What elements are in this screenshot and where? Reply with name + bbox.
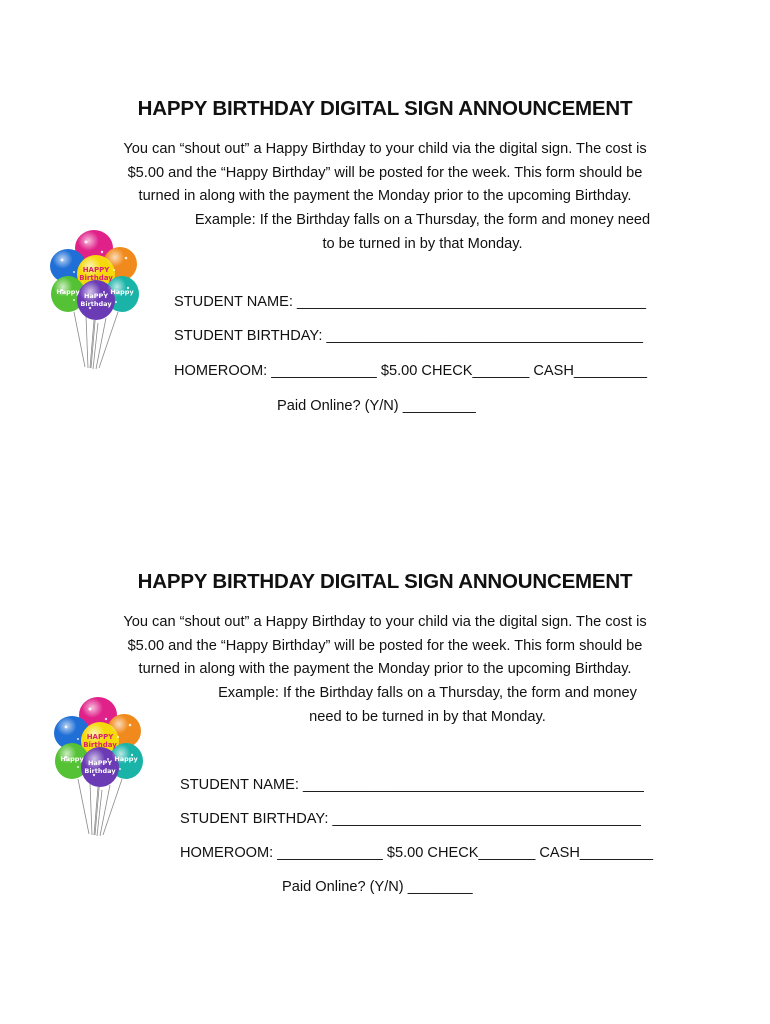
svg-text:Happy: Happy: [56, 288, 80, 296]
form-title: HAPPY BIRTHDAY DIGITAL SIGN ANNOUNCEMENT: [137, 97, 633, 120]
svg-text:Birthday: Birthday: [79, 274, 113, 282]
svg-text:HaPPY: HaPPY: [83, 292, 109, 300]
balloon-cluster: [54, 697, 143, 787]
svg-text:Happy: Happy: [60, 755, 84, 763]
svg-text:Birthday: Birthday: [83, 741, 117, 749]
svg-text:HAPPY: HAPPY: [86, 733, 114, 741]
intro-line: turned in along with the payment the Monday prior to the upcoming Birthday.: [138, 188, 632, 204]
svg-text:Birthday: Birthday: [80, 300, 112, 308]
birthday-balloons-icon: [46, 228, 156, 378]
example-line: to be turned in by that Monday.: [322, 236, 523, 252]
intro-line: turned in along with the payment the Monday prior to the upcoming Birthday.: [138, 661, 632, 677]
intro-line: $5.00 and the “Happy Birthday” will be posted for the week. This form should be: [127, 164, 643, 181]
form-title: HAPPY BIRTHDAY DIGITAL SIGN ANNOUNCEMENT: [137, 570, 633, 593]
svg-text:HAPPY: HAPPY: [82, 266, 110, 274]
student-birthday-field: STUDENT BIRTHDAY: _______________________________________: [174, 328, 643, 344]
svg-text:Happy: Happy: [114, 755, 138, 763]
student-name-field: STUDENT NAME: __________________________________________: [180, 777, 644, 793]
homeroom-payment-field: HOMEROOM: _____________ $5.00 CHECK_______ CASH_________: [174, 363, 647, 379]
balloon-cluster: [50, 230, 139, 320]
example-line: need to be turned in by that Monday.: [309, 709, 546, 725]
paid-online-field: Paid Online? (Y/N) _________: [277, 398, 476, 414]
svg-text:HaPPY: HaPPY: [87, 759, 113, 767]
student-name-field: STUDENT NAME: ___________________________________________: [174, 294, 646, 310]
intro-text: [70, 138, 700, 209]
student-birthday-field: STUDENT BIRTHDAY: ______________________________________: [180, 811, 641, 827]
intro-line: You can “shout out” a Happy Birthday to your child via the digital sign. The cost is: [123, 141, 647, 157]
example-text: [160, 208, 685, 256]
example-line: Example: If the Birthday falls on a Thursday, the form and money need: [194, 212, 651, 228]
intro-line: $5.00 and the “Happy Birthday” will be posted for the week. This form should be: [127, 637, 643, 654]
intro-text: [70, 611, 700, 682]
svg-text:Happy: Happy: [110, 288, 134, 296]
example-line: Example: If the Birthday falls on a Thursday, the form and money: [218, 685, 637, 701]
birthday-balloons-icon: [50, 695, 160, 845]
svg-text:Birthday: Birthday: [84, 767, 116, 775]
paid-online-field: Paid Online? (Y/N) ________: [282, 879, 473, 895]
intro-line: You can “shout out” a Happy Birthday to your child via the digital sign. The cost is: [123, 614, 647, 630]
example-text: [180, 681, 675, 729]
homeroom-payment-field: HOMEROOM: _____________ $5.00 CHECK_______ CASH_________: [180, 845, 653, 861]
